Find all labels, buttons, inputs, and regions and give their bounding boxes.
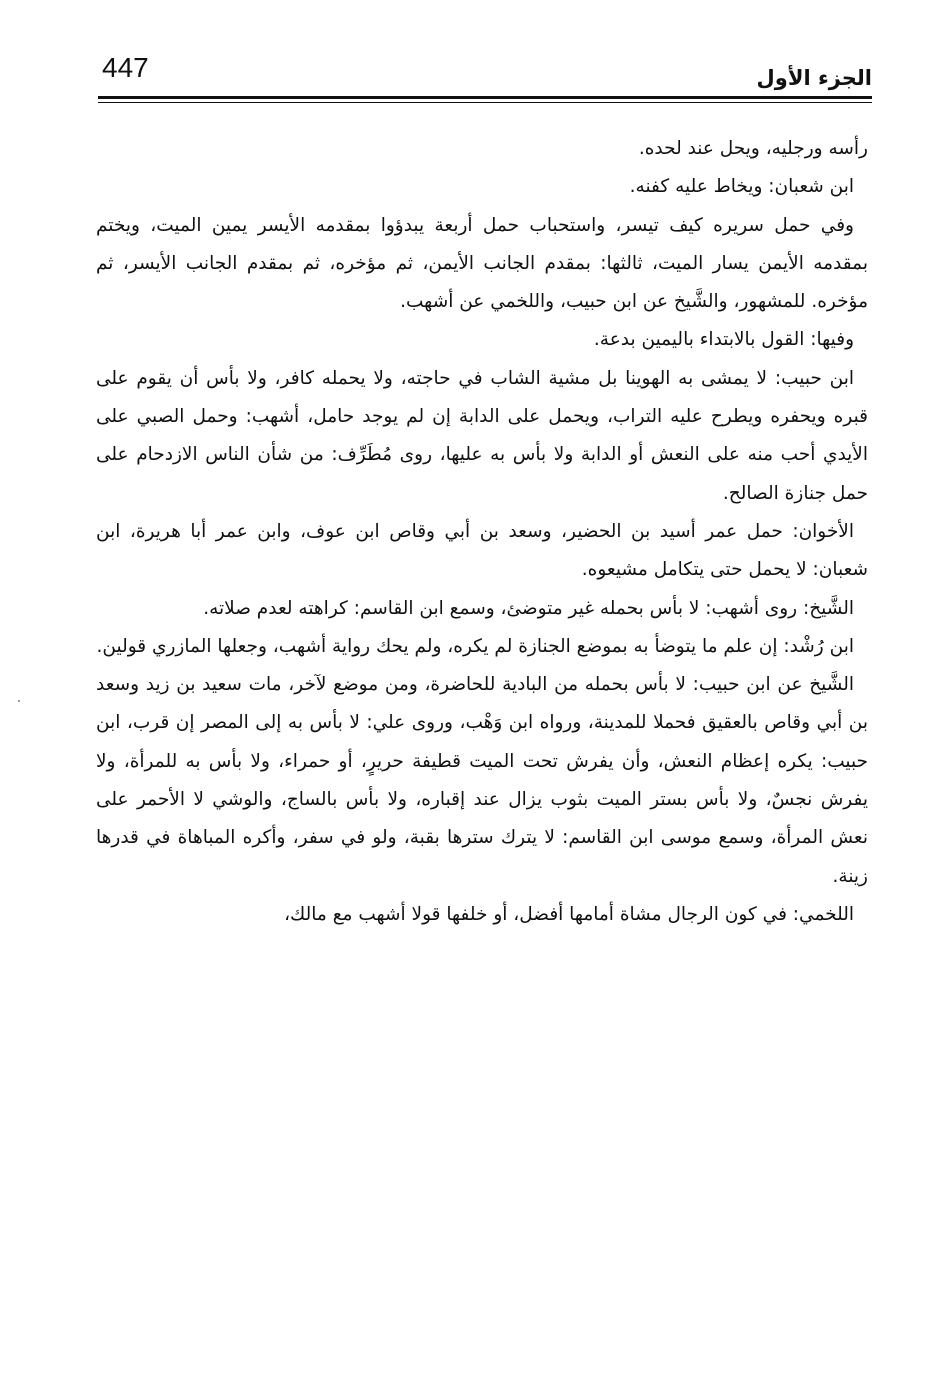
margin-dot	[18, 700, 20, 702]
paragraph: الأخوان: حمل عمر أسيد بن الحضير، وسعد بن أبي وقاص ابن عوف، وابن عمر أبا هريرة، ابن شعبان: لا يحمل حتى يتكامل مشيعوه.	[96, 520, 868, 581]
header-rule-thin	[98, 102, 872, 103]
paragraph: ابن حبيب: لا يمشى به الهوينا بل مشية الشاب في حاجته، ولا يحمله كافر، ولا بأس أن يقوم على قبره ويحفره ويطرح عليه التراب، ويحمل على الدابة إن لم يوجد حامل، أشهب: وحمل الصبي على الأيدي أحب منه على النعش أو الدابة ولا بأس به عليها، روى مُطَرِّف: من شأن الناس الازدحام على حمل جنازة الصالح.	[96, 367, 868, 504]
paragraph: الشَّيخ عن ابن حبيب: لا بأس بحمله من البادية للحاضرة، ومن موضع لآخر، مات سعيد بن زيد وسعد بن أبي وقاص بالعقيق فحملا للمدينة، ورواه ابن وَهْب، وروى علي: لا بأس به إلى المصر إن قرب، ابن حبيب: يكره إعظام النعش، وأن يفرش تحت الميت قطيفة حريرٍ، أو حمراء، ولا بأس به للمرأة، ولا يفرش نجسٌ، ولا بأس بستر الميت بثوب يزال عند إقباره، ولا بأس بالساج، والوشي لا الأحمر على نعش المرأة، وسمع موسى ابن القاسم: لا يترك سترها بقبة، ولو في سفر، وأكره المباهاة في قدرها زينة.	[96, 674, 868, 887]
paragraph: ابن شعبان: ويخاط عليه كفنه.	[629, 176, 854, 198]
running-title: الجزء الأول	[756, 66, 872, 90]
paragraph: ابن رُشْد: إن علم ما يتوضأ به بموضع الجنازة لم يكره، ولم يحك رواية أشهب، وجعلها المازري قولين.	[96, 635, 854, 657]
page-number: 447	[102, 52, 149, 83]
body-text	[96, 130, 868, 934]
paragraph: وفي حمل سريره كيف تيسر، واستحباب حمل أربعة يبدؤوا بمقدمه الأيسر يمين الميت، ويختم بمقدمه الأيمن يسار الميت، ثالثها: بمقدم الجانب الأيمن، ثم مؤخره، ثم بمقدم الجانب الأيسر، ثم مؤخره. للمشهور، والشَّيخ عن ابن حبيب، واللخمي عن أشهب.	[96, 214, 868, 313]
paragraph-continuation: رأسه ورجليه، ويحل عند لحده.	[638, 138, 868, 159]
paragraph: وفيها: القول بالابتداء باليمين بدعة.	[593, 329, 854, 351]
page-header	[98, 44, 872, 104]
header-rule-thick	[98, 96, 872, 99]
paragraph: الشَّيخ: روى أشهب: لا بأس بحمله غير متوضئ، وسمع ابن القاسم: كراهته لعدم صلاته.	[203, 597, 854, 619]
paragraph: اللخمي: في كون الرجال مشاة أمامها أفضل، أو خلفها قولا أشهب مع مالك،	[284, 903, 854, 925]
